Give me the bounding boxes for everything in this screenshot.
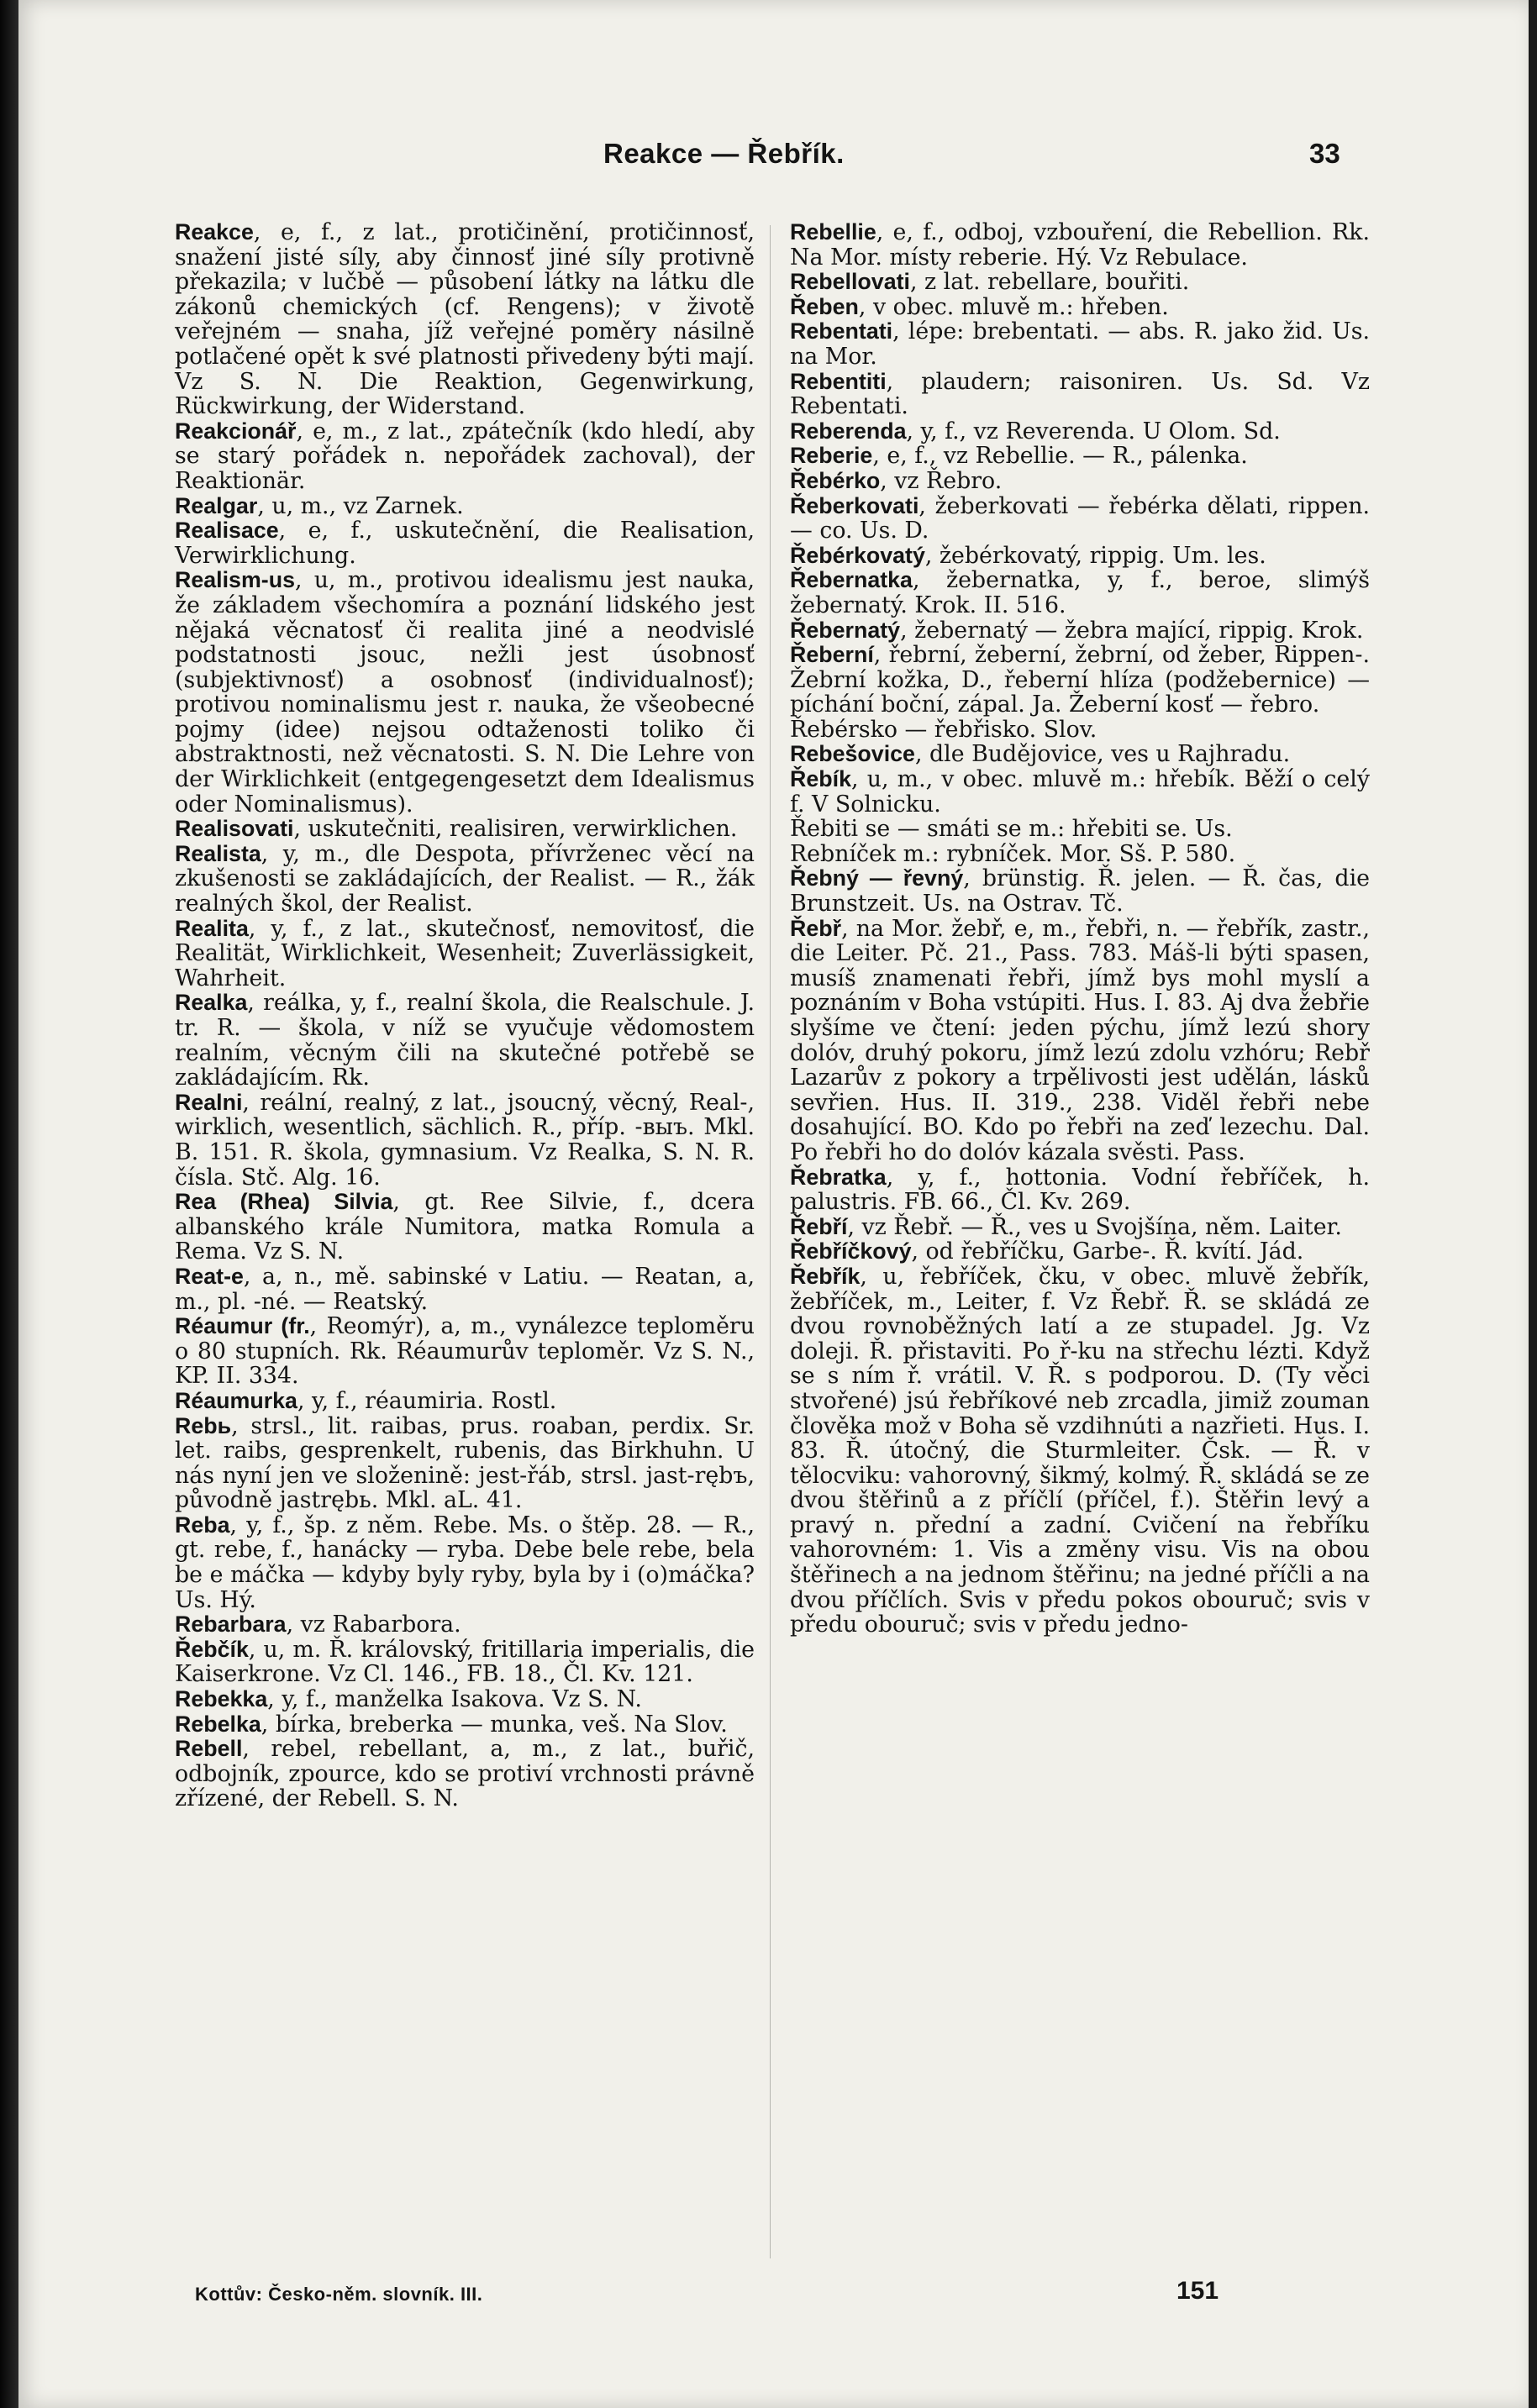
dictionary-entry: Realgar, u, m., vz Zarnek. [175, 492, 464, 519]
dictionary-entry: Řebérko, vz Řebro. [790, 467, 1003, 494]
dictionary-entry: Řeben, v obec. mluvě m.: hřeben. [790, 293, 1169, 320]
dictionary-entry: Realni, reální, realný, z lat., jsoucný, věcný, Real-, wirklich, wesentlich, sächlich. R., příp. -выъ. Mkl. B. 151. R. škola, gymnasium. Vz Realka, S. N. R. čísla. Stč. Alg. 16. [175, 1089, 755, 1191]
dictionary-entry: Rebellovati, z lat. rebellare, bouřiti. [790, 269, 1190, 296]
footer-sheet-number: 151 [1176, 2277, 1219, 2305]
dictionary-entry: Reakcionář, e, m., z lat., zpátečník (kdo hledí, aby se starý pořádek n. nepořádek zachoval), der Reaktionär. [175, 418, 755, 494]
dictionary-entry: Řeberní, řebrní, žeberní, žebrní, od žeber, Rippen-. Žebrní kožka, D., řeberní hlíza (podžebernice) — píchání boční, zápal. Ja. Žeberní kosť — řebro. [790, 642, 1370, 718]
dictionary-entry: Reba, y, f., šp. z něm. Rebe. Ms. o štěp. 28. — R., gt. rebe, f., hanácky — ryba. Debe bele rebe, bela be e máčka — kdyby byly ryby, byla by i (o)máčka? Us. Hý. [175, 1512, 755, 1613]
dictionary-entry: Reberie, e, f., vz Rebellie. — R., pálenka. [790, 443, 1248, 470]
header-page-number: 33 [1309, 138, 1340, 169]
dictionary-entry: Rebešovice, dle Budějovice, ves u Rajhradu. [790, 741, 1291, 768]
dictionary-entry: Řebný — řevný, brünstig. Ř. jelen. — Ř. čas, die Brunstzeit. Us. na Ostrav. Tč. [790, 865, 1370, 917]
dictionary-entry: Rebь, strsl., lit. raibas, prus. roaban, perdix. Sr. let. raibs, gesprenkelt, rubenis, das Birkhuhn. U nás nyní jen ve složenině: jest-řáb, strsl. jast-rębъ, původně jastrębь. Mkl. aL. 41. [175, 1412, 755, 1514]
dictionary-entry: Rebarbara, vz Rabarbora. [175, 1611, 461, 1638]
dictionary-entry: Řebř, na Mor. žebř, e, m., řebři, n. — řebřík, zastr., die Leiter. Pč. 21., Pass. 783. Máš-li býti spasen, musíš znamenati řebři, jímž bys mohl myslí a poznáním v Boha vstúpiti. Hus. I. 83. Aj dva žebřie slyšíme ve čtení: jeden pýchu, jímž lezú shory dolóv, druhý pokoru, jímž lezú zdolu vzhóru; Rebř Lazarův z pokory a trpělivosti jest udělán, lásků sevřien. Hus. II. 319., 238. Viděl řebři nebe dosahující. BO. Kdo po řebři na zeď lezechu. Dal. Po řebři ho do dolóv kázala svěsti. Pass. [790, 915, 1370, 1165]
header-title: Reakce — Řebřík. [603, 138, 845, 169]
dictionary-entry: Řebčík, u, m. Ř. královský, fritillaria imperialis, die Kaiserkrone. Vz Cl. 146., FB. 18., Čl. Kv. 121. [175, 1636, 755, 1688]
dictionary-entry: Rebentiti, plaudern; raisoniren. Us. Sd. Vz Rebentati. [790, 368, 1370, 420]
dictionary-entry: Realita, y, f., z lat., skutečnosť, nemovitosť, die Realität, Wirklichkeit, Wesenheit; Zuverlässigkeit, Wahrheit. [175, 915, 755, 991]
dictionary-entry: Řebříčkový, od řebříčku, Garbe-. Ř. kvítí. Jád. [790, 1238, 1304, 1265]
dictionary-entry: Rebentati, lépe: brebentati. — abs. R. jako žid. Us. na Mor. [790, 318, 1370, 370]
scan-border [0, 0, 18, 2408]
dictionary-entry: Realisovati, uskutečniti, realisiren, verwirklichen. [175, 816, 738, 843]
dictionary-entry: Réaumur (fr., Reomýr), a, m., vynálezce teploměru o 80 stupních. Rk. Réaumurův teploměr. Vz S. N., KP. II. 334. [175, 1313, 755, 1390]
dictionary-entry: Řebiti se — smáti se m.: hřebiti se. Us. [790, 816, 1233, 843]
dictionary-entry: Řebří, vz Řebř. — Ř., ves u Svojšína, něm. Laiter. [790, 1213, 1342, 1240]
running-header [18, 138, 1529, 180]
dictionary-entry: Rebelka, bírka, breberka — munka, veš. Na Slov. [175, 1711, 728, 1738]
dictionary-entry: Realisace, e, f., uskutečnění, die Realisation, Verwirklichung. [175, 518, 755, 569]
dictionary-entry: Rebell, rebel, rebellant, a, m., z lat., buřič, odbojník, zpource, kdo se protiví vrchnosti právně zřízené, der Rebell. S. N. [175, 1736, 755, 1812]
dictionary-page [18, 0, 1529, 2408]
dictionary-entry: Řebík, u, m., v obec. mluvě m.: hřebík. Běží o celý f. V Solnicku. [790, 766, 1370, 818]
dictionary-entry: Řebernatka, žebernatka, y, f., beroe, slimýš žebernatý. Krok. II. 516. [790, 567, 1370, 618]
dictionary-entry: Realism-us, u, m., protivou idealismu jest nauka, že základem všechomíra a poznání lidského jest nějaká věcnatosť či realita jiné a neodvislé podstatnosti jsouc, nežli jest úsobnosť (subjektivnosť) a osobnosť (individualnosť); protivou nominalismu jest r. nauka, že všeobecné pojmy (idee) nejsou odtaženosti toliko či abstraktnosti, než věcnatosti. S. N. Die Lehre von der Wirklichkeit (entgegengesetzt dem Idealismus oder Nominalismus). [175, 567, 755, 818]
dictionary-entry: Reat-e, a, n., mě. sabinské v Latiu. — Reatan, a, m., pl. -né. — Reatský. [175, 1263, 755, 1315]
dictionary-entry: Řebérsko — řebřisko. Slov. [790, 716, 1097, 743]
right-column [790, 220, 1370, 1638]
dictionary-entry: Rebníček m.: rybníček. Mor. Sš. P. 580. [790, 840, 1236, 867]
dictionary-entry: Řebřík, u, řebříček, čku, v obec. mluvě žebřík, žebříček, m., Leiter, f. Vz Řebř. Ř. se skládá ze dvou rovnoběžných latí a ze stupadel. Jg. Vz doleji. Ř. přistaviti. Po ř-ku na střechu lézti. Když se s ním ř. vrátil. V. Ř. s podporou. D. (Ty věci stvořené) jsú řebříkové neb zrcadla, jimiž zouman člověka mož v Boha sě vzdihnúti a nazřieti. Hus. I. 83. Ř. útočný, die Sturmleiter. Čsk. — Ř. v tělocviku: vahorovný, šikmý, kolmý. Ř. skládá se ze dvou štěřinů a z příčlí (příčel, f.). Štěřin levý a pravý n. přední a zadní. Cvičení na řebříku vahorovném: 1. Vis a změny visu. Vis na obou štěřinech a na jednom štěřinu; na jedné příčli a na dvou příčlích. Svis v předu pokos obouruč; svis v předu obouruč; svis v předu jedno- [790, 1263, 1370, 1638]
column-divider [770, 225, 771, 2258]
dictionary-entry: Realka, reálka, y, f., realní škola, die Realschule. J. tr. R. — škola, v níž se vyučuje vědomostem realním, věcným čili na skutečné potřebě se zakládajícím. Rk. [175, 990, 755, 1091]
left-column [175, 220, 755, 1811]
dictionary-entry: Řeberkovati, žeberkovati — řebérka dělati, rippen. — co. Us. D. [790, 492, 1370, 544]
dictionary-entry: Rea (Rhea) Silvia, gt. Ree Silvie, f., dcera albanského krále Numitora, matka Romula a Rema. Vz S. N. [175, 1189, 755, 1265]
dictionary-entry: Réaumurka, y, f., réaumiria. Rostl. [175, 1387, 557, 1414]
dictionary-entry: Realista, y, m., dle Despota, přívrženec věcí na zkušenosti se zakládajících, der Realist. — R., žák realných škol, der Realist. [175, 840, 755, 917]
dictionary-entry: Rebekka, y, f., manželka Isakova. Vz S. N. [175, 1686, 642, 1713]
dictionary-entry: Rebellie, e, f., odboj, vzbouření, die Rebellion. Rk. Na Mor. místy reberie. Hý. Vz Rebulace. [790, 219, 1370, 271]
dictionary-entry: Řebérkovatý, žebérkovatý, rippig. Um. les. [790, 542, 1266, 569]
footer-signature: Kottův: Česko-něm. slovník. III. [195, 2284, 483, 2305]
dictionary-entry: Řebernatý, žebernatý — žebra mající, rippig. Krok. [790, 617, 1364, 644]
dictionary-entry: Reakce, e, f., z lat., protičinění, protičinnosť, snažení jisté síly, aby činnosť jiné síly protivně překazila; v lučbě — působení látky na látku dle zákonů chemických (cf. Rengens); v životě veřejném — snaha, jíž veřejné poměry násilně potlačené opět k své platnosti přivedeny býti mají. Vz S. N. Die Reaktion, Gegenwirkung, Rückwirkung, der Widerstand. [175, 219, 755, 420]
dictionary-entry: Reberenda, y, f., vz Reverenda. U Olom. Sd. [790, 418, 1281, 444]
dictionary-entry: Řebratka, y, f., hottonia. Vodní řebříček, h. palustris. FB. 66., Čl. Kv. 269. [790, 1164, 1370, 1216]
